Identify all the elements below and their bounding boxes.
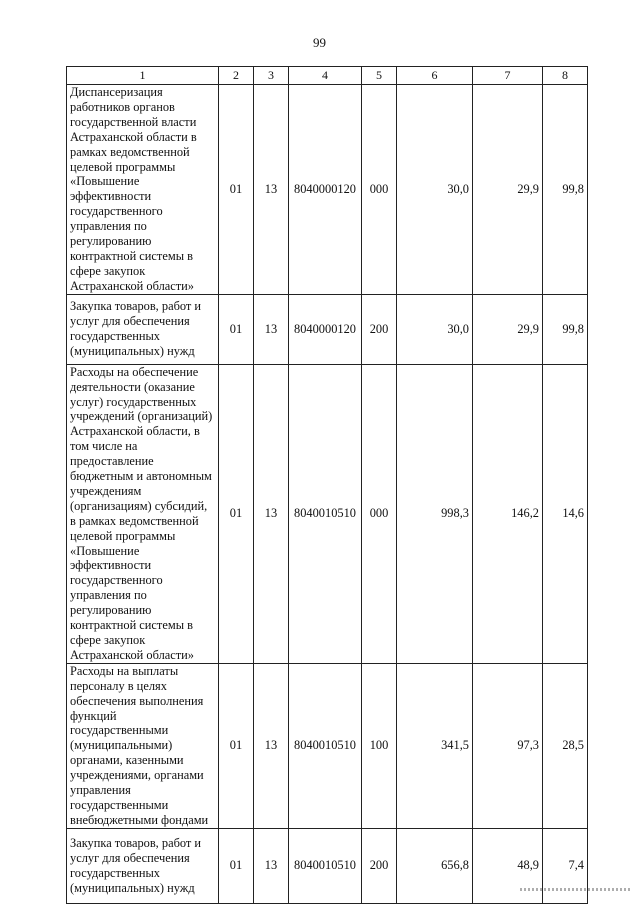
header-cell: 8 bbox=[543, 67, 588, 85]
row-csr: 8040010510 bbox=[289, 364, 362, 663]
row-pr: 13 bbox=[254, 663, 289, 828]
budget-table bbox=[66, 66, 588, 904]
row-vr: 200 bbox=[362, 294, 397, 364]
row-fact: 29,9 bbox=[473, 294, 543, 364]
row-rz: 01 bbox=[219, 364, 254, 663]
table-row bbox=[67, 364, 588, 663]
header-cell: 4 bbox=[289, 67, 362, 85]
header-row bbox=[67, 67, 588, 85]
table-row bbox=[67, 294, 588, 364]
row-rz: 01 bbox=[219, 294, 254, 364]
row-fact: 48,9 bbox=[473, 828, 543, 903]
header-cell: 5 bbox=[362, 67, 397, 85]
row-percent: 99,8 bbox=[543, 294, 588, 364]
header-cell: 2 bbox=[219, 67, 254, 85]
header-cell: 3 bbox=[254, 67, 289, 85]
header-cell: 7 bbox=[473, 67, 543, 85]
row-percent: 14,6 bbox=[543, 364, 588, 663]
row-vr: 100 bbox=[362, 663, 397, 828]
row-fact: 97,3 bbox=[473, 663, 543, 828]
table-row bbox=[67, 85, 588, 295]
row-csr: 8040010510 bbox=[289, 828, 362, 903]
table-row bbox=[67, 828, 588, 903]
row-percent: 99,8 bbox=[543, 85, 588, 295]
row-vr: 000 bbox=[362, 364, 397, 663]
row-rz: 01 bbox=[219, 85, 254, 295]
row-csr: 8040000120 bbox=[289, 294, 362, 364]
row-plan: 998,3 bbox=[397, 364, 473, 663]
row-pr: 13 bbox=[254, 828, 289, 903]
row-plan: 30,0 bbox=[397, 85, 473, 295]
row-rz: 01 bbox=[219, 663, 254, 828]
row-fact: 29,9 bbox=[473, 85, 543, 295]
row-fact: 146,2 bbox=[473, 364, 543, 663]
row-vr: 000 bbox=[362, 85, 397, 295]
row-description: Расходы на обеспечение деятельности (оказание услуг) государственных учреждений (организаций) Астраханской области, в том числе на предоставление бюджетным и автономным учреждениям (организациям) субсидий, в рамках ведомственной целевой программы «Повышение эффективности государственного управления по регулированию контрактной системы в сфере закупок Астраханской области» bbox=[67, 364, 219, 663]
row-percent: 7,4 bbox=[543, 828, 588, 903]
row-plan: 30,0 bbox=[397, 294, 473, 364]
row-pr: 13 bbox=[254, 85, 289, 295]
row-description: Диспансеризация работников органов государственной власти Астраханской области в рамках ведомственной целевой программы «Повышение эффективности государственного управления по регулированию контрактной системы в сфере закупок Астраханской области» bbox=[67, 85, 219, 295]
row-plan: 341,5 bbox=[397, 663, 473, 828]
row-percent: 28,5 bbox=[543, 663, 588, 828]
table-row bbox=[67, 663, 588, 828]
header-cell: 1 bbox=[67, 67, 219, 85]
row-pr: 13 bbox=[254, 294, 289, 364]
row-plan: 656,8 bbox=[397, 828, 473, 903]
scan-artifact bbox=[520, 888, 630, 891]
header-cell: 6 bbox=[397, 67, 473, 85]
row-description: Закупка товаров, работ и услуг для обеспечения государственных (муниципальных) нужд bbox=[67, 294, 219, 364]
row-csr: 8040000120 bbox=[289, 85, 362, 295]
row-pr: 13 bbox=[254, 364, 289, 663]
row-vr: 200 bbox=[362, 828, 397, 903]
row-csr: 8040010510 bbox=[289, 663, 362, 828]
row-description: Закупка товаров, работ и услуг для обеспечения государственных (муниципальных) нужд bbox=[67, 828, 219, 903]
row-rz: 01 bbox=[219, 828, 254, 903]
row-description: Расходы на выплаты персоналу в целях обеспечения выполнения функций государственными (муниципальными) органами, казенными учреждениями, органами управления государственными внебюджетными фондами bbox=[67, 663, 219, 828]
page-number: 99 bbox=[313, 35, 326, 50]
